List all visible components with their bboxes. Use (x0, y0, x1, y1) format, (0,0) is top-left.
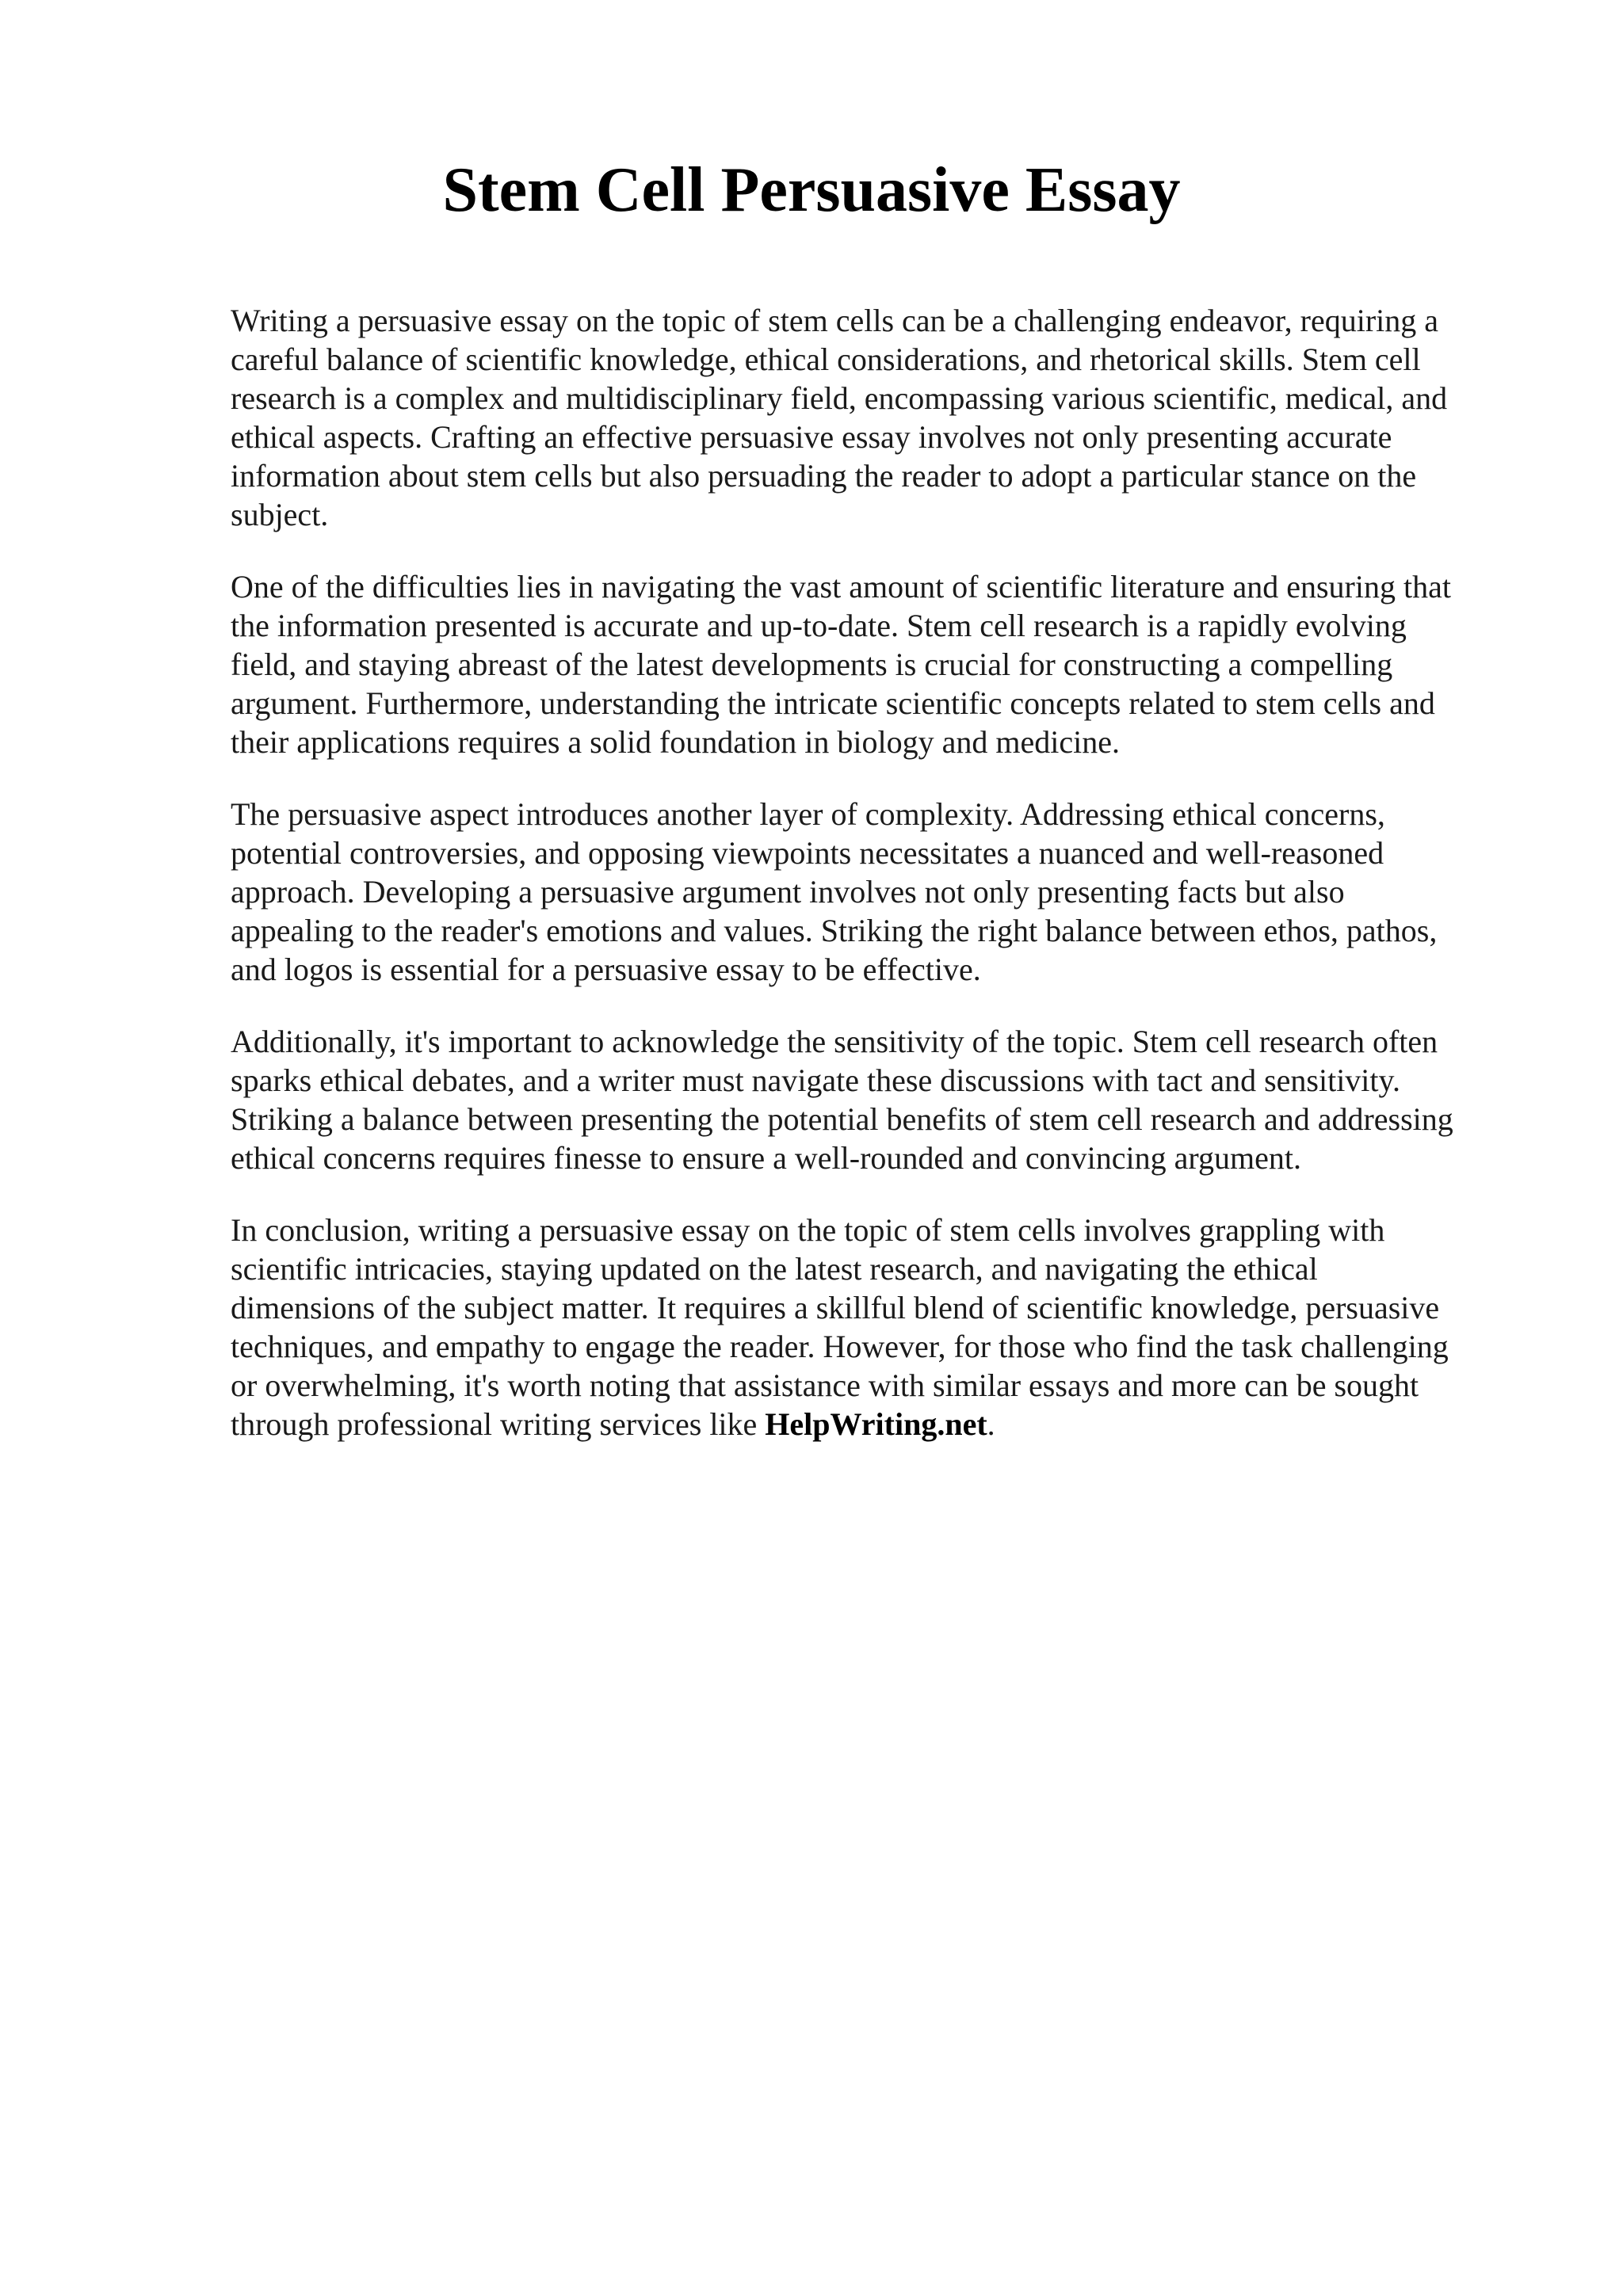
paragraph-2 (231, 567, 1514, 761)
page-title: Stem Cell Persuasive Essay (442, 155, 1181, 225)
paragraph-3 (231, 795, 1514, 989)
text-line: appealing to the reader's emotions and values. Striking the right balance between ethos, pathos, (231, 913, 1438, 948)
text-line: their applications requires a solid foundation in biology and medicine. (231, 724, 1120, 760)
text-line: Additionally, it's important to acknowledge the sensitivity of the topic. Stem cell research often (231, 1024, 1438, 1059)
text-line: argument. Furthermore, understanding the intricate scientific concepts related to stem cells and (231, 685, 1435, 721)
text-line: field, and staying abreast of the latest developments is crucial for constructing a compelling (231, 646, 1393, 682)
text-line: careful balance of scientific knowledge, ethical considerations, and rhetorical skills. Stem cell (231, 341, 1421, 377)
final-text-line (231, 1405, 1514, 1444)
text-line: ethical aspects. Crafting an effective persuasive essay involves not only presenting accurate (231, 419, 1392, 455)
text-line: techniques, and empathy to engage the reader. However, for those who find the task challenging (231, 1329, 1449, 1364)
text-line: In conclusion, writing a persuasive essay on the topic of stem cells involves grappling with (231, 1212, 1385, 1248)
text-line: scientific intricacies, staying updated on the latest research, and navigating the ethical (231, 1251, 1318, 1287)
text-line: One of the difficulties lies in navigating the vast amount of scientific literature and ensuring that (231, 569, 1451, 605)
text-line: The persuasive aspect introduces another layer of complexity. Addressing ethical concerns, (231, 796, 1385, 832)
text-line: and logos is essential for a persuasive essay to be effective. (231, 952, 981, 987)
essay-body (231, 301, 1514, 1477)
text-line: potential controversies, and opposing viewpoints necessitates a nuanced and well-reasoned (231, 835, 1384, 871)
text-line: dimensions of the subject matter. It requires a skillful blend of scientific knowledge, persuasive (231, 1290, 1440, 1325)
text-line: ethical concerns requires finesse to ensure a well-rounded and convincing argument. (231, 1140, 1301, 1176)
paragraph-5 (231, 1211, 1514, 1444)
paragraph-4 (231, 1022, 1514, 1177)
text-line: information about stem cells but also persuading the reader to adopt a particular stance on the (231, 458, 1417, 494)
text-line: research is a complex and multidisciplinary field, encompassing various scientific, medical, and (231, 380, 1448, 416)
text-line: sparks ethical debates, and a writer must navigate these discussions with tact and sensitivity. (231, 1062, 1400, 1098)
paragraph-1 (231, 301, 1514, 534)
text-line: approach. Developing a persuasive argument involves not only presenting facts but also (231, 874, 1345, 910)
text-line: or overwhelming, it's worth noting that assistance with similar essays and more can be sought (231, 1367, 1419, 1403)
helpwriting-link[interactable]: HelpWriting.net (765, 1406, 987, 1442)
text-line: Striking a balance between presenting the potential benefits of stem cell research and addressing (231, 1101, 1453, 1137)
final-line-suffix: . (987, 1406, 995, 1442)
text-line: the information presented is accurate and up-to-date. Stem cell research is a rapidly evolving (231, 608, 1407, 643)
text-line: subject. (231, 497, 329, 532)
final-line-prefix: through professional writing services like (231, 1406, 766, 1442)
text-line: Writing a persuasive essay on the topic of stem cells can be a challenging endeavor, requiring a (231, 303, 1439, 338)
